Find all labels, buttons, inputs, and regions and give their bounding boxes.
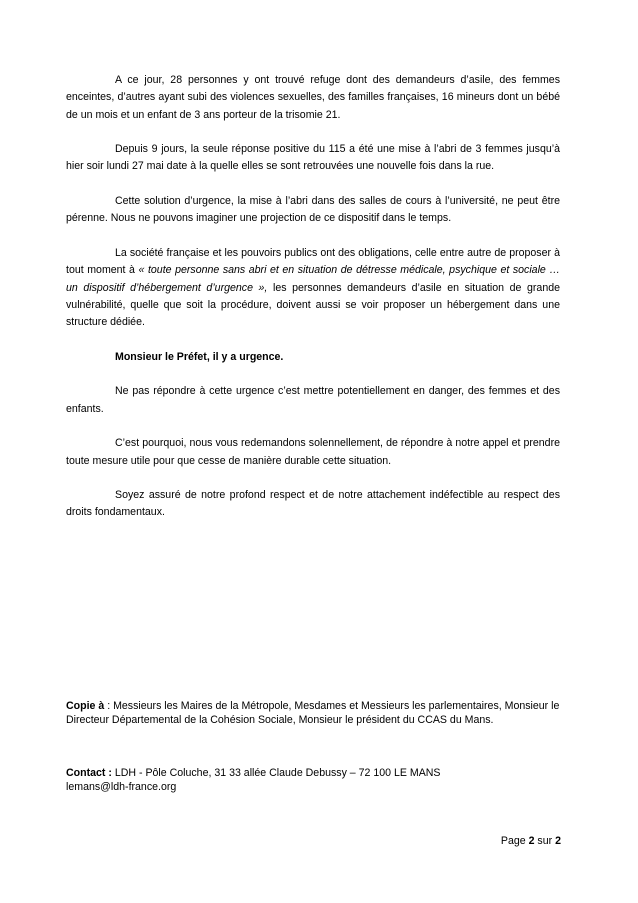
contact-email: lemans@ldh-france.org (66, 780, 177, 793)
copy-label: Copie à (66, 700, 105, 712)
contact-block (66, 767, 560, 794)
paragraph-closing: Soyez assuré de notre profond respect et de notre attachement indéfectible au respect des droits fondamentaux. (66, 489, 560, 519)
letter-body (66, 72, 560, 539)
paragraph-refuge: A ce jour, 28 personnes y ont trouvé refuge dont des demandeurs d’asile, des femmes enceintes, d’autres ayant subi des violences sexuelles, des familles françaises, 16 mineurs dont un bébé de un mois et un enfant de 3 ans porteur de la trisomie 21. (66, 74, 560, 121)
paragraph-urgency: Monsieur le Préfet, il y a urgence. (115, 350, 284, 363)
paragraph-request: C’est pourquoi, nous vous redemandons solennellement, de répondre à notre appel et prendre toute mesure utile pour que cesse de manière durable cette situation. (66, 437, 560, 467)
obligations-quote: « toute personne sans abri et en situation de détresse médicale, psychique et sociale … un dispositif d’hébergement d’urgence », (66, 264, 560, 294)
paragraph-obligations (66, 245, 560, 331)
obligations-tail: les personnes demandeurs d’asile en situation de grande vulnérabilité, quelle que soit la procédure, doivent aussi se voir proposer un hébergement dans une structure dédiée. (66, 281, 560, 329)
contact-label: Contact : (66, 767, 112, 779)
paragraph-115-response: Depuis 9 jours, la seule réponse positive du 115 a été une mise à l’abri de 3 femmes jusqu’à hier soir lundi 27 mai date à la quelle elles se sont retrouvées une nouvelle fois dans la rue. (66, 143, 560, 173)
copy-recipients (66, 700, 560, 727)
of-word: sur (534, 835, 556, 847)
page-total: 2 (555, 835, 561, 847)
copy-line-1 (66, 700, 560, 714)
page-number (501, 834, 561, 848)
obligations-lead: La société française et les pouvoirs publics ont des obligations, celle entre autre de proposer à tout moment à (66, 246, 560, 277)
page-word: Page (500, 835, 529, 847)
copy-text-1: : Messieurs les Maires de la Métropole, Mesdames et Messieurs les parlementaires, Monsieur le (104, 700, 560, 712)
paragraph-danger: Ne pas répondre à cette urgence c’est mettre potentiellement en danger, des femmes et des enfants. (66, 385, 560, 415)
page-current: 2 (528, 835, 535, 847)
contact-line-1 (66, 767, 560, 781)
copy-line-2: Directeur Départemental de la Cohésion Sociale, Monsieur le président du CCAS du Mans. (66, 713, 494, 726)
contact-address: LDH - Pôle Coluche, 31 33 allée Claude Debussy – 72 100 LE MANS (111, 767, 441, 779)
paragraph-emergency-solution: Cette solution d’urgence, la mise à l’abri dans des salles de cours à l’université, ne peut être pérenne. Nous ne pouvons imaginer une projection de ce dispositif dans le temps. (66, 195, 560, 225)
